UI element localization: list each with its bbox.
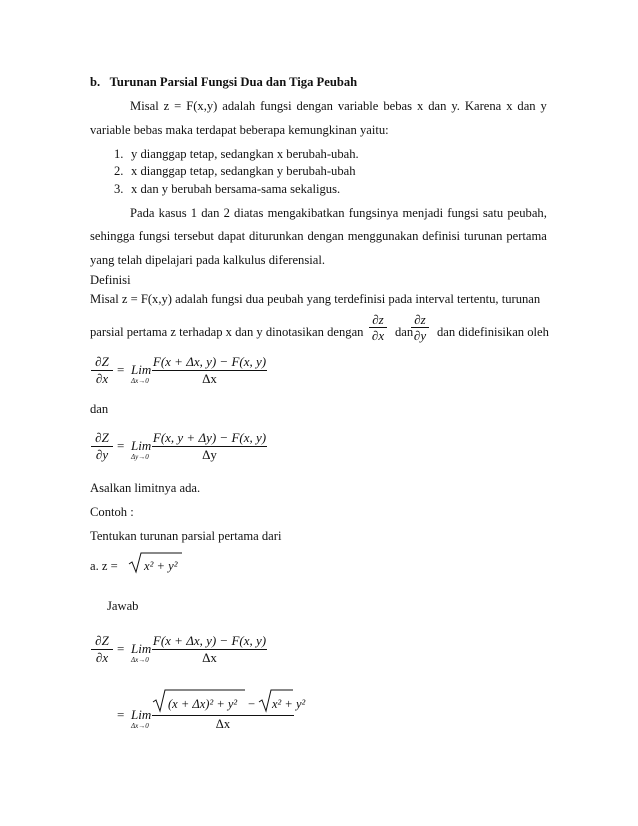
word: pertama [506, 229, 547, 243]
word: fungsi [138, 229, 171, 243]
word: adalah [222, 99, 256, 113]
definition-line-2-start: parsial pertama z terhadap x dan y dinotasikan dengan [90, 325, 364, 339]
definition-dan: dan [395, 325, 414, 339]
numerator: ∂Z [95, 633, 109, 648]
word: 1 [190, 206, 198, 220]
lhs-fraction [91, 430, 113, 460]
word: peubah, [507, 206, 547, 220]
lhs-fraction [91, 633, 113, 663]
equals-sign: = [117, 438, 125, 453]
minus-sign: − [248, 697, 256, 711]
word: dapat [217, 229, 246, 243]
equals-sign: = [117, 707, 125, 722]
example-label: Contoh : [90, 505, 134, 519]
word: dengan [307, 229, 344, 243]
section-heading: b. Turunan Parsial Fungsi Dua dan Tiga Peubah [90, 75, 358, 89]
numerator: ∂Z [95, 354, 109, 369]
answer-label: Jawab [107, 599, 139, 613]
denominator: Δx [202, 650, 217, 665]
dz-dx-fraction [369, 312, 387, 342]
numerator: ∂z [372, 312, 384, 327]
denominator: ∂x [371, 328, 385, 343]
case-text: x dianggap tetap, sedangkan y berubah-ubah [131, 164, 356, 178]
limit-operator: Lim [131, 641, 152, 656]
word: Misal [130, 99, 159, 113]
denominator: Δx [202, 371, 217, 386]
fraction-bar [152, 715, 294, 716]
word: turunan [463, 229, 503, 243]
word: diatas [234, 206, 264, 220]
para2-line-2 [90, 229, 547, 243]
word: tersebut [174, 229, 214, 243]
word: mengakibatkan [267, 206, 345, 220]
denominator: ∂x [95, 650, 109, 665]
word: dengan [296, 99, 333, 113]
numerator: F(x, y + Δy) − F(x, y) [152, 430, 267, 445]
intro-line-1 [130, 99, 547, 113]
para2-line-3: yang telah dipelajari pada kalkulus diferensial. [90, 253, 325, 267]
numerator: ∂z [414, 312, 426, 327]
word: x [416, 99, 424, 113]
word: menggunakan [347, 229, 419, 243]
case-text: x dan y berubah bersama-sama sekaligus. [131, 182, 341, 196]
word: Karena [464, 99, 502, 113]
word: dan [201, 206, 220, 220]
limit-note: Asalkan limitnya ada. [90, 481, 201, 495]
denominator: Δy [202, 447, 217, 462]
word: 2 [223, 206, 230, 220]
word: bebas [383, 99, 413, 113]
word: sehingga [90, 229, 135, 243]
numerator: F(x + Δx, y) − F(x, y) [152, 354, 267, 369]
dz-dy-fraction [411, 312, 429, 342]
definition-line-1: Misal z = F(x,y) adalah fungsi dua peubah yang terdefinisi pada interval tertentu, turunan [90, 292, 541, 306]
denominator: ∂x [95, 371, 109, 386]
numerator: F(x + Δx, y) − F(x, y) [152, 633, 267, 648]
para2-line-1 [130, 206, 547, 220]
word: fungsi [447, 206, 479, 220]
case-number: 3. [114, 182, 124, 196]
limit-operator: Lim [131, 438, 152, 453]
difference-quotient [152, 354, 267, 384]
word: diturunkan [248, 229, 304, 243]
difference-quotient [152, 430, 267, 460]
case-text: y dianggap tetap, sedangkan x berubah-ubah. [131, 147, 359, 161]
word: variable [337, 99, 379, 113]
limit-operator: Lim [131, 362, 152, 377]
word: = [174, 99, 182, 113]
word: fungsi [260, 99, 292, 113]
intro-line-2: variable bebas maka terdapat beberapa kemungkinan yaitu: [90, 123, 389, 137]
connector-dan: dan [90, 402, 109, 416]
word: dan [428, 99, 447, 113]
limit-subscript: Δx→0 [131, 656, 149, 664]
example-item-label: a. z = [90, 559, 118, 573]
numerator: ∂Z [95, 430, 109, 445]
equals-sign: = [117, 641, 125, 656]
limit-subscript: Δx→0 [131, 377, 149, 385]
limit-operator: Lim [131, 707, 152, 722]
word: y. [451, 99, 460, 113]
word: x [506, 99, 513, 113]
numerator-root-1: (x + Δx)² + y² [168, 697, 238, 711]
numerator-root-2: x² + y² [272, 697, 306, 711]
case-number: 1. [114, 147, 124, 161]
word: definisi [422, 229, 461, 243]
word: dan [517, 99, 536, 113]
limit-subscript: Δx→0 [131, 722, 149, 730]
case-number: 2. [114, 164, 124, 178]
denominator: Δx [215, 717, 231, 731]
word: satu [482, 206, 504, 220]
word: F(x,y) [186, 99, 218, 113]
example-task: Tentukan turunan parsial pertama dari [90, 529, 282, 543]
lhs-fraction [91, 354, 113, 384]
difference-quotient [152, 633, 267, 663]
word: kasus [158, 206, 187, 220]
word: z [163, 99, 170, 113]
word: menjadi [402, 206, 444, 220]
limit-subscript: Δy→0 [131, 453, 149, 461]
equals-sign: = [117, 362, 125, 377]
denominator: ∂y [413, 328, 427, 343]
definition-label: Definisi [90, 273, 131, 287]
definition-line-2-end: dan didefinisikan oleh [437, 325, 549, 339]
word: Pada [130, 206, 155, 220]
word: y [540, 99, 547, 113]
example-item-expression: x² + y² [144, 559, 178, 573]
denominator: ∂y [95, 447, 109, 462]
word: fungsinya [348, 206, 399, 220]
